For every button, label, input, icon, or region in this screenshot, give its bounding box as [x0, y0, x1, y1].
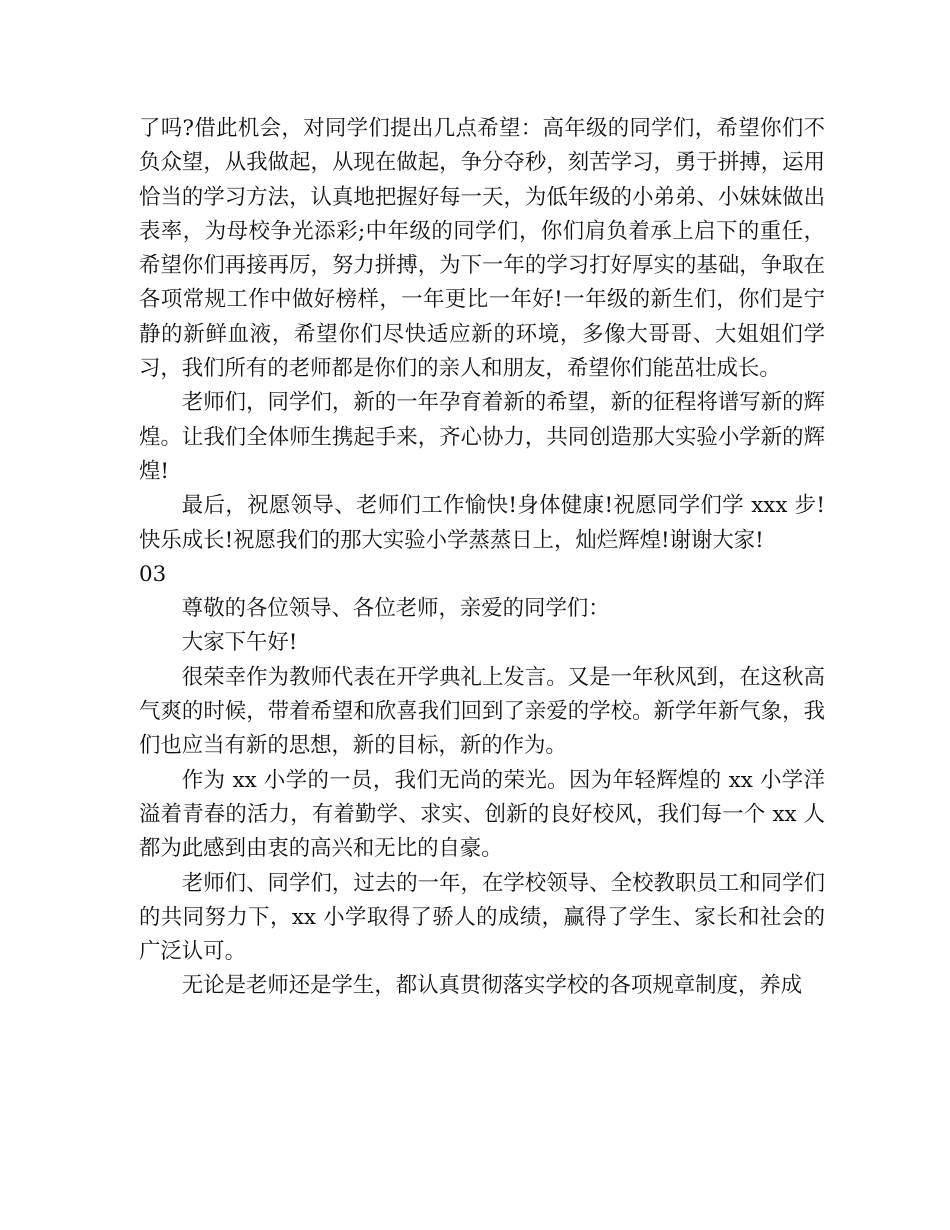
paragraph-closing-wishes: 最后，祝愿领导、老师们工作愉快!身体健康!祝愿同学们学 xxx 步!快乐成长!祝愿我们的那大实验小学蒸蒸日上，灿烂辉煌!谢谢大家! [139, 493, 825, 553]
paragraph-hopes-for-students: 了吗?借此机会，对同学们提出几点希望：高年级的同学们，希望你们不负众望，从我做起，从现在做起，争分夺秒，刻苦学习，勇于拼搏，运用恰当的学习方法，认真地把握好每一天，为低年级的小弟弟、小妹妹做出表率，为母校争光添彩;中年级的同学们，你们肩负着承上启下的重任，希望你们再接再厉，努力拼搏，为下一年的学习打好厚实的基础，争取在各项常规工作中做好榜样，一年更比一年好!一年级的新生们，你们是宁静的新鲜血液，希望你们尽快适应新的环境，多像大哥哥、大姐姐们学习，我们所有的老师都是你们的亲人和朋友，希望你们能茁壮成长。 [139, 116, 825, 382]
paragraph-teacher-representative: 很荣幸作为教师代表在开学典礼上发言。又是一年秋风到，在这秋高气爽的时候，带着希望和欣喜我们回到了亲爱的学校。新学年新气象，我们也应当有新的思想，新的目标，新的作为。 [139, 664, 825, 759]
paragraph-school-pride: 作为 xx 小学的一员，我们无尚的荣光。因为年轻辉煌的 xx 小学洋溢着青春的活力，有着勤学、求实、创新的良好校风，我们每一个 xx 人都为此感到由衷的高兴和无比的自豪。 [139, 767, 825, 862]
document-page [139, 112, 825, 1004]
section-number: 03 [139, 561, 167, 587]
paragraph-past-year-achievements: 老师们、同学们，过去的一年，在学校领导、全校教职员工和同学们的共同努力下，xx 小学取得了骄人的成绩，赢得了学生、家长和社会的广泛认可。 [139, 870, 825, 965]
greeting: 大家下午好! [181, 630, 298, 656]
salutation: 尊敬的各位领导、各位老师，亲爱的同学们： [181, 596, 610, 622]
paragraph-rules-compliance: 无论是老师还是学生，都认真贯彻落实学校的各项规章制度，养成 [181, 973, 803, 999]
paragraph-new-year-glory: 老师们，同学们，新的一年孕育着新的希望，新的征程将谱写新的辉煌。让我们全体师生携起手来，齐心协力，共同创造那大实验小学新的辉煌! [139, 390, 825, 484]
